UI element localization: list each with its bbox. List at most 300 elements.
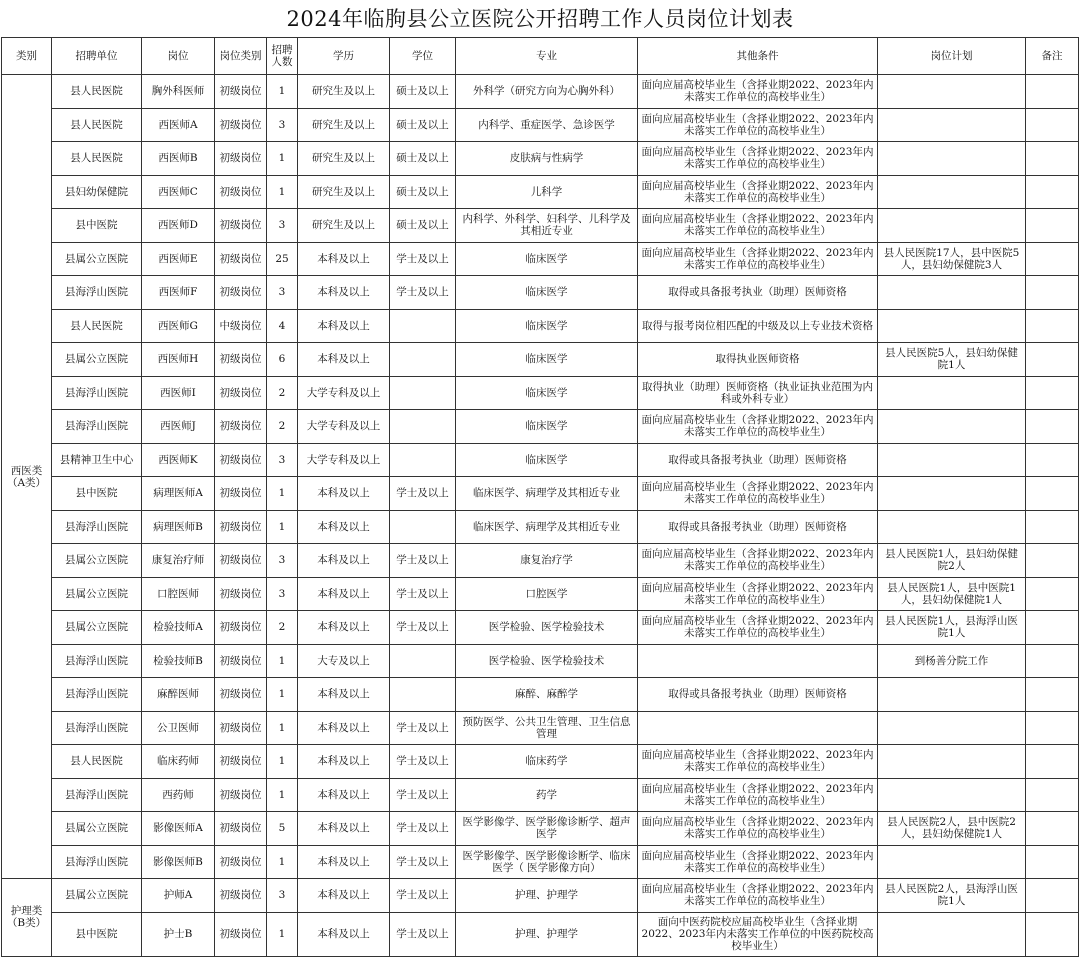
cell-note <box>1026 912 1079 956</box>
cell-unit: 县属公立医院 <box>52 611 142 645</box>
table-row <box>2 544 1079 578</box>
cell-note <box>1026 544 1079 578</box>
category-cell-b: 护理类（B类） <box>2 879 52 957</box>
cell-post-type: 初级岗位 <box>215 276 267 310</box>
cell-unit: 县海浮山医院 <box>52 678 142 712</box>
cell-post-type: 初级岗位 <box>215 443 267 477</box>
cell-note <box>1026 879 1079 913</box>
cell-note <box>1026 75 1079 109</box>
header-major: 专业 <box>456 38 638 75</box>
cell-post-type: 初级岗位 <box>215 376 267 410</box>
cell-post: 西医师J <box>142 410 215 444</box>
cell-count: 1 <box>267 678 298 712</box>
table-row <box>2 644 1079 678</box>
cell-conditions: 面向应届高校毕业生（含择业期2022、2023年内未落实工作单位的高校毕业生） <box>638 611 878 645</box>
cell-conditions: 取得与报考岗位相匹配的中级及以上专业技术资格 <box>638 309 878 343</box>
header-note: 备注 <box>1026 38 1079 75</box>
cell-count: 2 <box>267 611 298 645</box>
cell-unit: 县海浮山医院 <box>52 845 142 879</box>
cell-post-type: 初级岗位 <box>215 778 267 812</box>
cell-plan: 县人民医院2人，县海浮山医院1人 <box>878 879 1026 913</box>
cell-plan: 到杨善分院工作 <box>878 644 1026 678</box>
cell-plan <box>878 778 1026 812</box>
cell-unit: 县人民医院 <box>52 142 142 176</box>
cell-post: 西医师I <box>142 376 215 410</box>
cell-degree: 学士及以上 <box>390 711 456 745</box>
cell-post: 护士B <box>142 912 215 956</box>
cell-plan: 县人民医院1人，县中医院1人，县妇幼保健院1人 <box>878 577 1026 611</box>
cell-post-type: 初级岗位 <box>215 477 267 511</box>
cell-conditions <box>638 644 878 678</box>
cell-education: 大学专科及以上 <box>298 443 390 477</box>
cell-degree <box>390 343 456 377</box>
cell-post: 西医师C <box>142 175 215 209</box>
table-body <box>2 75 1079 957</box>
cell-major: 医学检验、医学检验技术 <box>456 611 638 645</box>
cell-major: 护理、护理学 <box>456 912 638 956</box>
cell-plan: 县人民医院17人，县中医院5人，县妇幼保健院3人 <box>878 242 1026 276</box>
cell-post-type: 初级岗位 <box>215 879 267 913</box>
cell-education: 研究生及以上 <box>298 209 390 243</box>
cell-post-type: 初级岗位 <box>215 410 267 444</box>
cell-conditions: 取得或具备报考执业（助理）医师资格 <box>638 678 878 712</box>
cell-post-type: 初级岗位 <box>215 75 267 109</box>
cell-degree <box>390 376 456 410</box>
cell-unit: 县人民医院 <box>52 745 142 779</box>
cell-post-type: 中级岗位 <box>215 309 267 343</box>
cell-conditions: 取得执业医师资格 <box>638 343 878 377</box>
cell-unit: 县海浮山医院 <box>52 644 142 678</box>
table-row <box>2 879 1079 913</box>
table-row <box>2 443 1079 477</box>
cell-conditions: 取得执业（助理）医师资格（执业证执业范围为内科或外科专业） <box>638 376 878 410</box>
cell-post-type: 初级岗位 <box>215 108 267 142</box>
cell-post-type: 初级岗位 <box>215 242 267 276</box>
cell-plan <box>878 276 1026 310</box>
cell-education: 本科及以上 <box>298 544 390 578</box>
cell-count: 3 <box>267 209 298 243</box>
cell-plan <box>878 912 1026 956</box>
cell-unit: 县中医院 <box>52 209 142 243</box>
cell-education: 研究生及以上 <box>298 75 390 109</box>
table-row <box>2 812 1079 846</box>
cell-conditions <box>638 711 878 745</box>
cell-post: 西医师B <box>142 142 215 176</box>
cell-note <box>1026 410 1079 444</box>
cell-post-type: 初级岗位 <box>215 611 267 645</box>
cell-post: 检验技师A <box>142 611 215 645</box>
table-row <box>2 745 1079 779</box>
cell-degree: 学士及以上 <box>390 778 456 812</box>
cell-conditions: 面向应届高校毕业生（含择业期2022、2023年内未落实工作单位的高校毕业生） <box>638 142 878 176</box>
table-row <box>2 410 1079 444</box>
cell-degree: 学士及以上 <box>390 276 456 310</box>
cell-degree <box>390 678 456 712</box>
cell-plan <box>878 309 1026 343</box>
cell-conditions: 面向应届高校毕业生（含择业期2022、2023年内未落实工作单位的高校毕业生） <box>638 778 878 812</box>
cell-count: 1 <box>267 477 298 511</box>
recruitment-table <box>1 37 1079 957</box>
table-row <box>2 142 1079 176</box>
cell-count: 1 <box>267 175 298 209</box>
cell-count: 6 <box>267 343 298 377</box>
cell-major: 医学影像学、医学影像诊断学、超声医学 <box>456 812 638 846</box>
cell-count: 3 <box>267 276 298 310</box>
cell-education: 本科及以上 <box>298 745 390 779</box>
cell-major: 药学 <box>456 778 638 812</box>
cell-count: 1 <box>267 745 298 779</box>
cell-plan <box>878 75 1026 109</box>
cell-post: 公卫医师 <box>142 711 215 745</box>
cell-count: 3 <box>267 443 298 477</box>
cell-post: 康复治疗师 <box>142 544 215 578</box>
cell-major: 医学影像学、医学影像诊断学、临床医学（ 医学影像方向） <box>456 845 638 879</box>
cell-degree: 学士及以上 <box>390 879 456 913</box>
cell-count: 2 <box>267 376 298 410</box>
cell-conditions: 面向应届高校毕业生（含择业期2022、2023年内未落实工作单位的高校毕业生） <box>638 577 878 611</box>
cell-count: 3 <box>267 577 298 611</box>
cell-degree: 学士及以上 <box>390 745 456 779</box>
header-education: 学历 <box>298 38 390 75</box>
cell-major: 临床医学、病理学及其相近专业 <box>456 510 638 544</box>
cell-education: 本科及以上 <box>298 778 390 812</box>
cell-education: 研究生及以上 <box>298 142 390 176</box>
cell-plan <box>878 175 1026 209</box>
cell-post-type: 初级岗位 <box>215 711 267 745</box>
cell-unit: 县海浮山医院 <box>52 376 142 410</box>
cell-note <box>1026 845 1079 879</box>
cell-degree <box>390 410 456 444</box>
cell-count: 1 <box>267 644 298 678</box>
cell-major: 临床医学 <box>456 309 638 343</box>
cell-count: 3 <box>267 108 298 142</box>
cell-education: 研究生及以上 <box>298 108 390 142</box>
table-row <box>2 912 1079 956</box>
cell-education: 本科及以上 <box>298 343 390 377</box>
cell-degree: 学士及以上 <box>390 477 456 511</box>
cell-major: 康复治疗学 <box>456 544 638 578</box>
cell-degree: 学士及以上 <box>390 544 456 578</box>
table-row <box>2 477 1079 511</box>
cell-count: 1 <box>267 75 298 109</box>
cell-count: 3 <box>267 544 298 578</box>
cell-major: 临床药学 <box>456 745 638 779</box>
cell-post: 西医师H <box>142 343 215 377</box>
cell-note <box>1026 644 1079 678</box>
cell-post: 影像医师B <box>142 845 215 879</box>
cell-major: 内科学、外科学、妇科学、儿科学及其相近专业 <box>456 209 638 243</box>
cell-major: 儿科学 <box>456 175 638 209</box>
cell-count: 1 <box>267 510 298 544</box>
cell-major: 临床医学 <box>456 376 638 410</box>
cell-unit: 县人民医院 <box>52 75 142 109</box>
cell-post: 西药师 <box>142 778 215 812</box>
cell-education: 本科及以上 <box>298 276 390 310</box>
cell-conditions: 取得或具备报考执业（助理）医师资格 <box>638 510 878 544</box>
header-conditions: 其他条件 <box>638 38 878 75</box>
table-row <box>2 309 1079 343</box>
cell-conditions: 取得或具备报考执业（助理）医师资格 <box>638 276 878 310</box>
cell-conditions: 面向中医药院校应届高校毕业生（含择业期2022、2023年内未落实工作单位的中医药院校高校毕业生） <box>638 912 878 956</box>
cell-unit: 县属公立医院 <box>52 544 142 578</box>
cell-note <box>1026 678 1079 712</box>
cell-degree: 学士及以上 <box>390 845 456 879</box>
cell-conditions: 面向应届高校毕业生（含择业期2022、2023年内未落实工作单位的高校毕业生） <box>638 879 878 913</box>
cell-major: 口腔医学 <box>456 577 638 611</box>
cell-unit: 县属公立医院 <box>52 577 142 611</box>
cell-post: 西医师A <box>142 108 215 142</box>
cell-education: 本科及以上 <box>298 309 390 343</box>
cell-post: 胸外科医师 <box>142 75 215 109</box>
cell-major: 内科学、重症医学、急诊医学 <box>456 108 638 142</box>
cell-degree: 学士及以上 <box>390 577 456 611</box>
cell-post: 影像医师A <box>142 812 215 846</box>
cell-count: 1 <box>267 711 298 745</box>
cell-major: 临床医学 <box>456 276 638 310</box>
cell-unit: 县人民医院 <box>52 309 142 343</box>
cell-education: 本科及以上 <box>298 510 390 544</box>
cell-post: 西医师F <box>142 276 215 310</box>
cell-education: 本科及以上 <box>298 812 390 846</box>
header-post: 岗位 <box>142 38 215 75</box>
cell-post-type: 初级岗位 <box>215 678 267 712</box>
cell-note <box>1026 711 1079 745</box>
cell-note <box>1026 209 1079 243</box>
cell-note <box>1026 745 1079 779</box>
cell-post: 病理医师A <box>142 477 215 511</box>
cell-post: 检验技师B <box>142 644 215 678</box>
cell-plan <box>878 745 1026 779</box>
cell-note <box>1026 376 1079 410</box>
cell-unit: 县海浮山医院 <box>52 276 142 310</box>
cell-post: 病理医师B <box>142 510 215 544</box>
cell-degree: 学士及以上 <box>390 912 456 956</box>
cell-count: 1 <box>267 778 298 812</box>
cell-plan: 县人民医院1人，县海浮山医院1人 <box>878 611 1026 645</box>
cell-degree: 学士及以上 <box>390 242 456 276</box>
cell-post-type: 初级岗位 <box>215 745 267 779</box>
cell-major: 临床医学 <box>456 443 638 477</box>
cell-plan <box>878 711 1026 745</box>
table-row <box>2 510 1079 544</box>
cell-major: 皮肤病与性病学 <box>456 142 638 176</box>
table-row <box>2 242 1079 276</box>
cell-education: 本科及以上 <box>298 577 390 611</box>
cell-plan <box>878 477 1026 511</box>
cell-plan <box>878 376 1026 410</box>
cell-post-type: 初级岗位 <box>215 912 267 956</box>
cell-note <box>1026 443 1079 477</box>
cell-post-type: 初级岗位 <box>215 644 267 678</box>
cell-plan <box>878 510 1026 544</box>
cell-count: 1 <box>267 845 298 879</box>
cell-note <box>1026 577 1079 611</box>
cell-count: 1 <box>267 912 298 956</box>
cell-unit: 县属公立医院 <box>52 812 142 846</box>
cell-note <box>1026 477 1079 511</box>
cell-education: 本科及以上 <box>298 678 390 712</box>
cell-note <box>1026 142 1079 176</box>
cell-unit: 县妇幼保健院 <box>52 175 142 209</box>
cell-education: 本科及以上 <box>298 912 390 956</box>
table-row <box>2 678 1079 712</box>
cell-education: 大学专科及以上 <box>298 410 390 444</box>
header-degree: 学位 <box>390 38 456 75</box>
cell-unit: 县人民医院 <box>52 108 142 142</box>
cell-major: 外科学（研究方向为心胸外科） <box>456 75 638 109</box>
cell-note <box>1026 108 1079 142</box>
cell-unit: 县属公立医院 <box>52 242 142 276</box>
cell-conditions: 面向应届高校毕业生（含择业期2022、2023年内未落实工作单位的高校毕业生） <box>638 75 878 109</box>
cell-post-type: 初级岗位 <box>215 845 267 879</box>
table-row <box>2 276 1079 310</box>
cell-plan <box>878 678 1026 712</box>
cell-degree <box>390 309 456 343</box>
cell-education: 本科及以上 <box>298 879 390 913</box>
cell-major: 护理、护理学 <box>456 879 638 913</box>
cell-count: 2 <box>267 410 298 444</box>
cell-degree: 硕士及以上 <box>390 175 456 209</box>
cell-unit: 县属公立医院 <box>52 879 142 913</box>
table-row <box>2 778 1079 812</box>
cell-count: 25 <box>267 242 298 276</box>
cell-education: 研究生及以上 <box>298 175 390 209</box>
cell-post-type: 初级岗位 <box>215 577 267 611</box>
cell-education: 本科及以上 <box>298 711 390 745</box>
cell-conditions: 面向应届高校毕业生（含择业期2022、2023年内未落实工作单位的高校毕业生） <box>638 745 878 779</box>
table-row <box>2 175 1079 209</box>
cell-major: 医学检验、医学检验技术 <box>456 644 638 678</box>
cell-degree: 学士及以上 <box>390 812 456 846</box>
cell-degree: 硕士及以上 <box>390 209 456 243</box>
cell-post-type: 初级岗位 <box>215 142 267 176</box>
cell-major: 麻醉、麻醉学 <box>456 678 638 712</box>
cell-post: 护师A <box>142 879 215 913</box>
cell-plan: 县人民医院2人，县中医院2人，县妇幼保健院1人 <box>878 812 1026 846</box>
cell-plan <box>878 108 1026 142</box>
cell-post-type: 初级岗位 <box>215 544 267 578</box>
cell-conditions: 面向应届高校毕业生（含择业期2022、2023年内未落实工作单位的高校毕业生） <box>638 410 878 444</box>
cell-degree: 硕士及以上 <box>390 108 456 142</box>
cell-note <box>1026 242 1079 276</box>
cell-conditions: 面向应届高校毕业生（含择业期2022、2023年内未落实工作单位的高校毕业生） <box>638 477 878 511</box>
cell-major: 临床医学 <box>456 343 638 377</box>
table-row <box>2 376 1079 410</box>
cell-post-type: 初级岗位 <box>215 812 267 846</box>
cell-note <box>1026 309 1079 343</box>
cell-note <box>1026 343 1079 377</box>
cell-unit: 县中医院 <box>52 912 142 956</box>
cell-plan: 县人民医院5人，县妇幼保健院1人 <box>878 343 1026 377</box>
cell-note <box>1026 611 1079 645</box>
cell-conditions: 面向应届高校毕业生（含择业期2022、2023年内未落实工作单位的高校毕业生） <box>638 175 878 209</box>
table-row <box>2 845 1079 879</box>
cell-post-type: 初级岗位 <box>215 343 267 377</box>
cell-plan <box>878 142 1026 176</box>
cell-unit: 县海浮山医院 <box>52 778 142 812</box>
cell-count: 3 <box>267 879 298 913</box>
cell-post: 麻醉医师 <box>142 678 215 712</box>
cell-count: 1 <box>267 142 298 176</box>
table-row <box>2 108 1079 142</box>
cell-plan <box>878 443 1026 477</box>
table-row <box>2 343 1079 377</box>
cell-unit: 县海浮山医院 <box>52 711 142 745</box>
cell-unit: 县精神卫生中心 <box>52 443 142 477</box>
cell-post-type: 初级岗位 <box>215 175 267 209</box>
cell-education: 本科及以上 <box>298 611 390 645</box>
cell-conditions: 面向应届高校毕业生（含择业期2022、2023年内未落实工作单位的高校毕业生） <box>638 209 878 243</box>
cell-post: 口腔医师 <box>142 577 215 611</box>
cell-note <box>1026 175 1079 209</box>
cell-note <box>1026 510 1079 544</box>
cell-degree <box>390 644 456 678</box>
cell-note <box>1026 812 1079 846</box>
cell-major: 预防医学、公共卫生管理、卫生信息管理 <box>456 711 638 745</box>
cell-unit: 县海浮山医院 <box>52 410 142 444</box>
cell-education: 大学专科及以上 <box>298 376 390 410</box>
table-row <box>2 577 1079 611</box>
cell-post: 西医师E <box>142 242 215 276</box>
cell-degree: 学士及以上 <box>390 611 456 645</box>
cell-post: 西医师K <box>142 443 215 477</box>
cell-education: 本科及以上 <box>298 242 390 276</box>
cell-plan <box>878 410 1026 444</box>
header-row <box>2 38 1079 75</box>
cell-note <box>1026 276 1079 310</box>
cell-major: 临床医学 <box>456 242 638 276</box>
cell-count: 5 <box>267 812 298 846</box>
header-plan: 岗位计划 <box>878 38 1026 75</box>
header-unit: 招聘单位 <box>52 38 142 75</box>
cell-conditions: 面向应届高校毕业生（含择业期2022、2023年内未落实工作单位的高校毕业生） <box>638 544 878 578</box>
cell-post: 西医师G <box>142 309 215 343</box>
cell-post-type: 初级岗位 <box>215 209 267 243</box>
cell-degree <box>390 443 456 477</box>
table-row <box>2 711 1079 745</box>
cell-conditions: 面向应届高校毕业生（含择业期2022、2023年内未落实工作单位的高校毕业生） <box>638 812 878 846</box>
cell-major: 临床医学、病理学及其相近专业 <box>456 477 638 511</box>
cell-post: 西医师D <box>142 209 215 243</box>
cell-degree: 硕士及以上 <box>390 75 456 109</box>
cell-count: 4 <box>267 309 298 343</box>
cell-plan <box>878 209 1026 243</box>
cell-plan <box>878 845 1026 879</box>
cell-conditions: 面向应届高校毕业生（含择业期2022、2023年内未落实工作单位的高校毕业生） <box>638 108 878 142</box>
header-post-type: 岗位类别 <box>215 38 267 75</box>
cell-degree: 硕士及以上 <box>390 142 456 176</box>
cell-post: 临床药师 <box>142 745 215 779</box>
category-cell-a: 西医类（A类） <box>2 75 52 879</box>
cell-conditions: 面向应届高校毕业生（含择业期2022、2023年内未落实工作单位的高校毕业生） <box>638 242 878 276</box>
cell-post-type: 初级岗位 <box>215 510 267 544</box>
cell-unit: 县中医院 <box>52 477 142 511</box>
cell-unit: 县海浮山医院 <box>52 510 142 544</box>
cell-education: 本科及以上 <box>298 477 390 511</box>
cell-major: 临床医学 <box>456 410 638 444</box>
cell-plan: 县人民医院1人，县妇幼保健院2人 <box>878 544 1026 578</box>
cell-degree <box>390 510 456 544</box>
table-row <box>2 209 1079 243</box>
cell-unit: 县属公立医院 <box>52 343 142 377</box>
cell-conditions: 取得或具备报考执业（助理）医师资格 <box>638 443 878 477</box>
table-row <box>2 611 1079 645</box>
cell-education: 本科及以上 <box>298 845 390 879</box>
header-category: 类别 <box>2 38 52 75</box>
cell-conditions: 面向应届高校毕业生（含择业期2022、2023年内未落实工作单位的高校毕业生） <box>638 845 878 879</box>
table-row <box>2 75 1079 109</box>
header-count: 招聘人数 <box>267 38 298 75</box>
